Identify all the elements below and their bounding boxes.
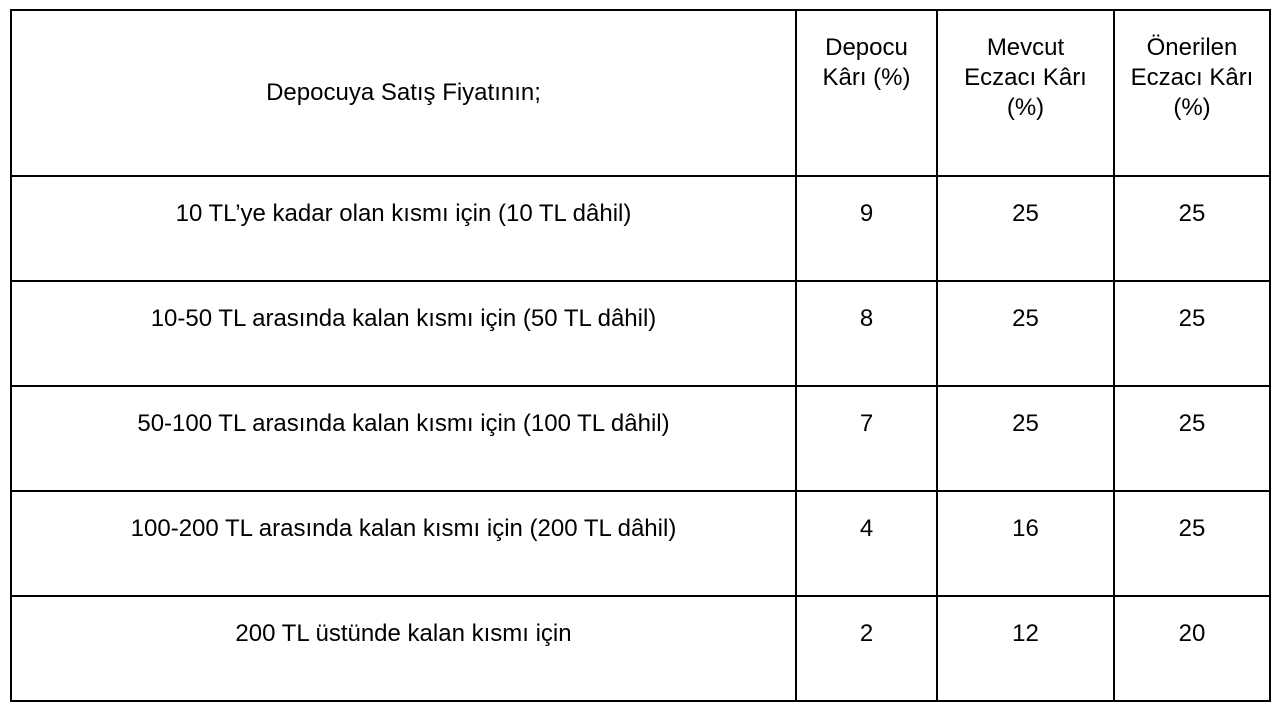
table-row: [11, 491, 1270, 596]
mevcut-cell: 25: [937, 281, 1114, 386]
depocu-cell: 7: [796, 386, 937, 491]
depocu-cell: 9: [796, 176, 937, 281]
header-mevcut-eczaci-kari: Mevcut Eczacı Kârı (%): [937, 10, 1114, 176]
table-row: [11, 281, 1270, 386]
onerilen-cell: 25: [1114, 386, 1270, 491]
depocu-cell: 8: [796, 281, 937, 386]
table-row: [11, 386, 1270, 491]
margin-table: [10, 9, 1271, 702]
mevcut-cell: 12: [937, 596, 1114, 701]
range-cell: 50-100 TL arasında kalan kısmı için (100 TL dâhil): [11, 386, 796, 491]
header-depocu-kari: Depocu Kârı (%): [796, 10, 937, 176]
range-cell: 200 TL üstünde kalan kısmı için: [11, 596, 796, 701]
onerilen-cell: 25: [1114, 491, 1270, 596]
onerilen-cell: 20: [1114, 596, 1270, 701]
header-range: Depocuya Satış Fiyatının;: [11, 10, 796, 176]
range-cell: 100-200 TL arasında kalan kısmı için (200 TL dâhil): [11, 491, 796, 596]
depocu-cell: 2: [796, 596, 937, 701]
onerilen-cell: 25: [1114, 176, 1270, 281]
header-onerilen-eczaci-kari: Önerilen Eczacı Kârı (%): [1114, 10, 1270, 176]
mevcut-cell: 25: [937, 386, 1114, 491]
mevcut-cell: 16: [937, 491, 1114, 596]
depocu-cell: 4: [796, 491, 937, 596]
header-row: [11, 10, 1270, 176]
onerilen-cell: 25: [1114, 281, 1270, 386]
mevcut-cell: 25: [937, 176, 1114, 281]
range-cell: 10-50 TL arasında kalan kısmı için (50 TL dâhil): [11, 281, 796, 386]
table-row: [11, 596, 1270, 701]
table-row: [11, 176, 1270, 281]
range-cell: 10 TL’ye kadar olan kısmı için (10 TL dâhil): [11, 176, 796, 281]
